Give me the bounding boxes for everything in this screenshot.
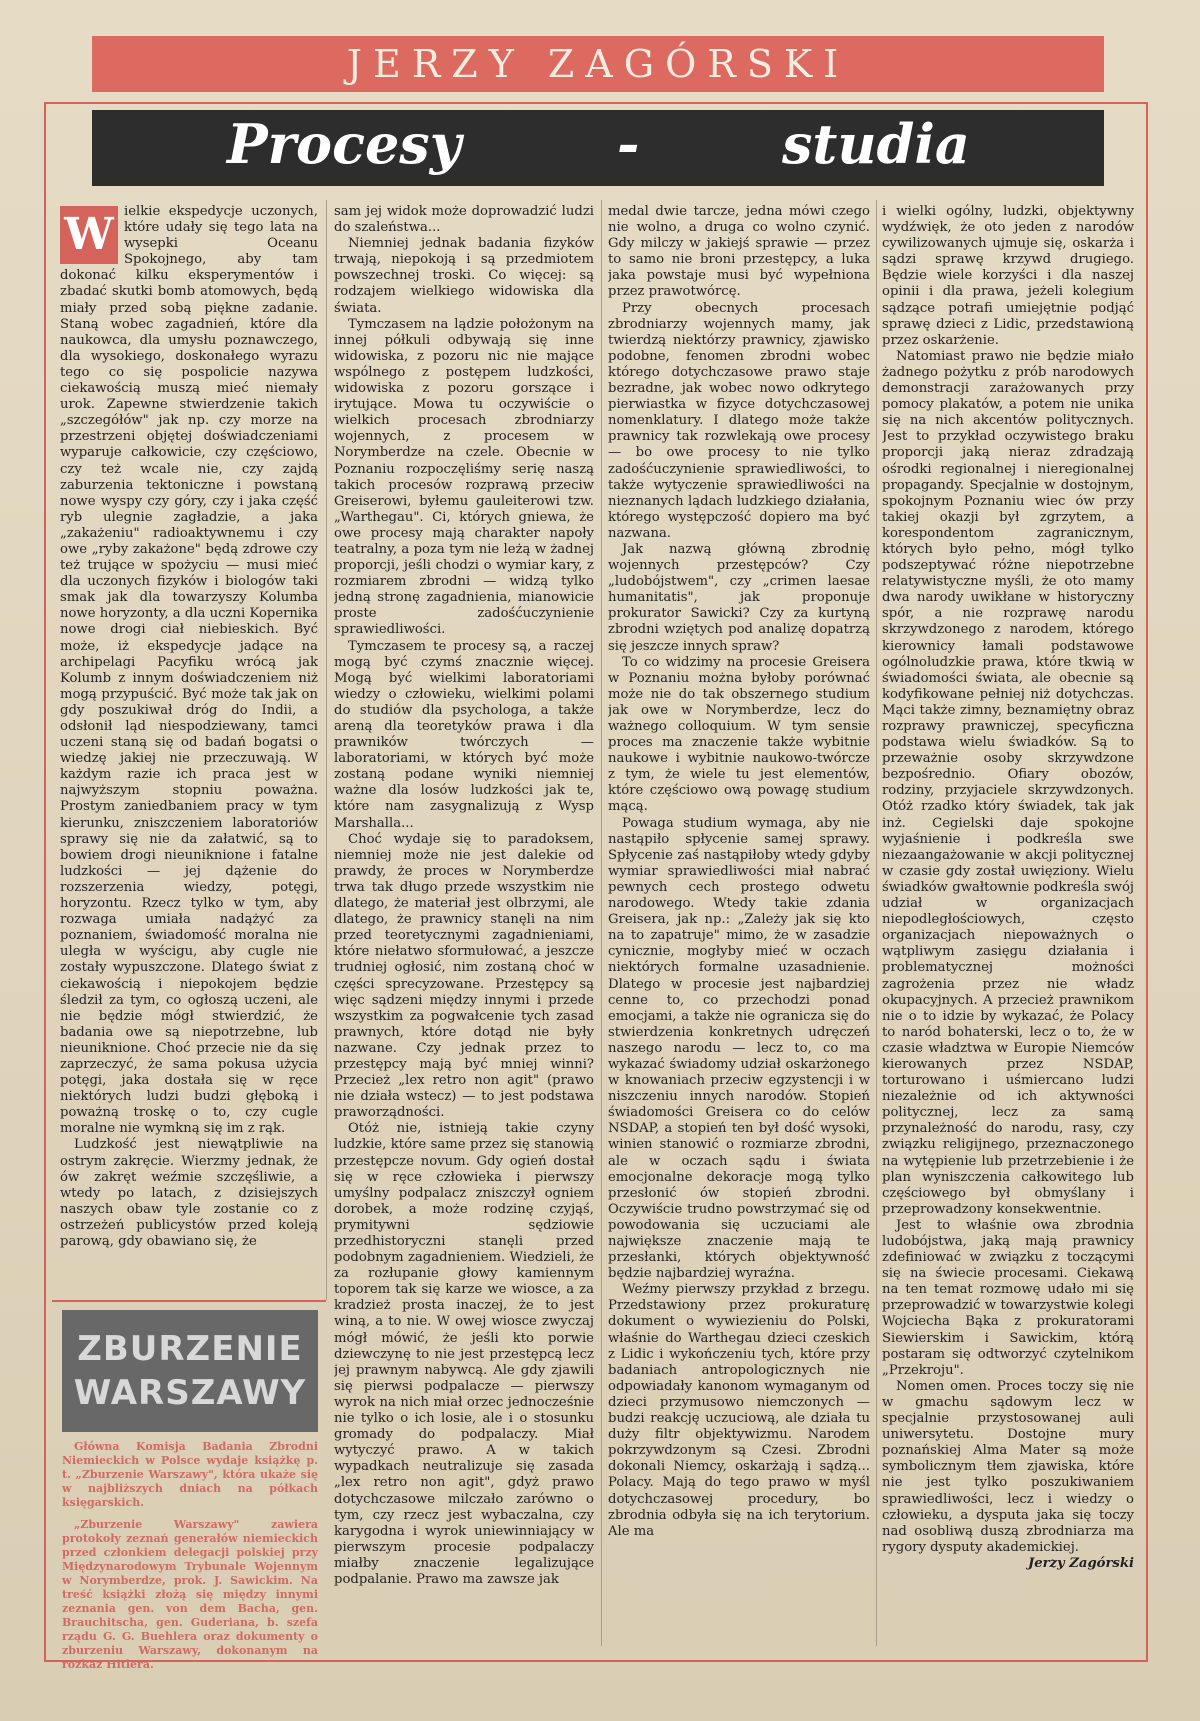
article-column-1 <box>60 204 318 1296</box>
author-signature: Jerzy Zagórski <box>1027 1555 1134 1571</box>
paragraph: Jest to właśnie owa zbrodnia ludobójstwa, jaką mają prawnicy zdefiniować w związku z toczącymi się na świecie procesami. Ciekawą na ten temat rozmowę udało mi się przeprowadzić w towarzystwie kolegi Wojciecha Bąka z prokuratorami Siewierskim i Sawickim, którą postaram się odtworzyć czytelnikom „Przekroju". <box>882 1217 1134 1378</box>
title-word-2: studia <box>782 112 970 176</box>
paragraph: Powaga studium wymaga, aby nie nastąpiło spłycenie samej sprawy. Spłycenie zaś nastąpiłoby wtedy gdyby wymiar sprawiedliwości miał nabrać pewnych cech prostego odwetu narodowego. Wtedy takie zdania Greisera, jak np.: „Zależy jak się kto na to zapatruje" mimo, że w zasadzie cynicznie, mogłyby mieć w oczach niektórych formalne uzasadnienie. Dlatego w procesie jest najbardziej cenne to, co przechodzi ponad emocjami, a także nie ogranicza się do stwierdzenia konkretnych udręczeń naszego narodu — lecz to, co ma wykazać świadomy udział oskarżonego w knowaniach przeciw egzystencji i w niszczeniu innych narodów. Stopień świadomości Greisera co do celów NSDAP, a stopień ten był dość wysoki, winien stanowić o rozmiarze zbrodni, ale w oczach sądu i świata emocjonalne dekoracje mogą tylko przesłonić ów stopień zbrodni. Oczywiście trudno powstrzymać się od powodowania się uczuciami ale największe znaczenie mają te przesłanki, których objektywność będzie najbardziej wyraźna. <box>608 815 870 1282</box>
title-dash: - <box>617 112 640 176</box>
section-divider <box>52 1300 326 1302</box>
paragraph: i wielki ogólny, ludzki, objektywny wydźwięk, że oto jeden z narodów cywilizowanych ujmuje się, oskarża i sądzi sprawę krzywd drugiego. Będzie wiele korzyści i dla naszej opinii i dla prawa, jeżeli kolegium sądzące potrafi umiejętnie podjąć sprawę dzieci z Lidic, przedstawioną przez oskarżenie. <box>882 204 1134 348</box>
book-notice-paragraph: „Zburzenie Warszawy" zawiera protokoły zeznań generałów niemieckich przed członkiem delegacji polskiej przy Międzynarodowym Trybunale Wojennym w Norymberdze, prok. J. Sawickim. Na treść książki złożą się między innymi zeznania gen. von dem Bacha, gen. Brauchitscha, gen. Guderiana, b. szefa rządu G. G. Buehlera oraz dokumenty o zburzeniu Warszawy, dokonanym na rozkaz Hitlera. <box>62 1518 318 1671</box>
column-rule <box>326 200 327 1300</box>
column-rule <box>601 200 602 1646</box>
paragraph-text: ielkie ekspedycje uczonych, które udały się tego lata na wysepki Oceanu Spokojnego, aby tam dokonać kilku eksperymentów i zbadać skutki bomb atomowych, będą miały przed sobą piękne zadanie. Staną wobec zagadnień, które dla naukowca, dla umysłu poznawczego, dla wysokiego, doskonałego wyrazu tego co się pospolicie nazywa ciekawością muszą mieć niemały urok. Zapewne stwierdzenie takich „szczegółów" jak np. czy morze na przestrzeni objętej doświadczeniami wyparuje całkowicie, czy częściowo, czy też wcale nie, czy zajdą zaburzenia tektoniczne i powstaną nowe wyspy czy góry, czy i jaka część ryb ulegnie zagładzie, a jaka „zakażeniu" radioaktywnemu i czy owe „ryby zakażone" będą zdrowe czy też trujące w spożyciu — musi mieć dla uczonych fizyków i biologów taki smak jak dla towarzyszy Kolumba nowe horyzonty, a dla uczni Kopernika nowe drogi ciał niebieskich. Być może, iż ekspedycje jadące na archipelagi Pacyfiku wrócą jak Kolumb z innym doświadczeniem niż mogą przypuścić. Być może tak jak on gdy poszukiwał dróg do Indii, a odsłonił ląd niespodziewany, tamci uczeni staną się od badań bogatsi o wiedzę jakiej nie przeczuwają. W każdym razie ich praca jest w najwyższym stopniu poważna. Prostym zaniedbaniem pracy w tym kierunku, zniszczeniem laboratoriów sprawy się nie da załatwić, są to bowiem drogi nieuniknione i fatalne ludzkości — jej dążenie do rozszerzenia wiedzy, potęgi, horyzontu. Rzecz tylko w tym, aby rozwaga umiała nadążyć za poznaniem, świadomość moralna nie uległa w wyścigu, aby cugle nie zostały wypuszczone. Dlatego świat z ciekawością i niepokojem będzie śledził za tym, co ogłoszą uczeni, ale nie będzie mógł stwierdzić, że badania owe są niepotrzebne, lub nieuniknione. Choć przecie nie da się zaprzeczyć, że sama pokusa użycia potęgi, jaka dostała się w ręce niektórych ludzi budzi głęboką i poważną troskę o to, czy cugle moralne nie wymkną się im z rąk. <box>60 204 318 1137</box>
paragraph: medal dwie tarcze, jedna mówi czego nie wolno, a druga co wolno czynić. Gdy milczy w jakiejś sprawie — przez to samo nie broni przestępcy, a luka jaka powstaje musi być wypełniona przez prawotwórcę. <box>608 204 870 300</box>
paragraph: Tymczasem na lądzie położonym na innej półkuli odbywają się inne widowiska, z pozoru nic nie mające wspólnego z postępem ludzkości, widowiska z pozoru gorszące i irytujące. Mowa tu oczywiście o wielkich procesach zbrodniarzy wojennych, z procesem w Norymberdze na czele. Obecnie w Poznaniu rozpoczęliśmy serię naszą takich procesów rozprawą przeciw Greiserowi, byłemu gauleiterowi tzw. „Warthegau". Ci, których gniewa, że owe procesy mają charakter napoły teatralny, a poza tym nie leżą w żadnej proporcji, jeśli chodzi o wymiar kary, z rozmiarem zbrodni — widzą tylko jedną stronę zagadnienia, mianowicie proste zadośćuczynienie sprawiedliwości. <box>334 316 594 638</box>
paragraph: Natomiast prawo nie będzie miało żadnego pożytku z prób narodowych demonstracji zarażowanych przy pomocy plakatów, a potem nie unika się na nich akcentów politycznych. Jest to przykład oczywistego braku proporcji jaką nieraz zdradzają ośrodki regionalnej i nieregionalnej propagandy. Specjalnie w dostojnym, spokojnym Poznaniu wiec ów przy takiej okazji był zgrzytem, a korespondentom zagranicznym, których było pełno, mógł tylko podszeptywać różne niepotrzebne relatywistyczne myśli, że oto mamy dwa narody uwikłane w historyczny spór, a nie rozprawę narodu skrzywdzonego z narodem, którego kierownicy łamali podstawowe ogólnoludzkie prawa, które tkwią w świadomości świata, ale obecnie są kodyfikowane pełniej niż dotychczas. Mąci także zimny, beznamiętny obraz rozprawy prawniczej, specyficzna podstawa wielu świadków. Są to przeważnie osoby skrzywdzone bezpośrednio. Ofiary obozów, rodziny, przyjaciele skrzywdzonych. Otóż rzadko który świadek, tak jak inż. Cegielski daje spokojne wyjaśnienie i podkreśla swe niezaangażowanie w akcji politycznej w czasie gdy został uwięziony. Wielu świadków gwałtownie podkreśla swój udział w organizacjach niepodległościowych, często organizacjach niepoważnych o wątpliwym zasięgu działania i problematycznej możności zagrożenia przez nie władz okupacyjnych. A przecież prawnikom nie o to idzie by wykazać, że Polacy to naród bohaterski, lecz o to, że w czasie władztwa w Europie Niemców kierowanych przez NSDAP, torturowano i uśmiercano ludzi niezależnie od ich aktywności politycznej, lecz za samą przynależność do narodu, rasy, czy związku religijnego, przeznaczonego na wytępienie lub przetrzebienie i że plan wyniszczenia całkowitego lub częściowego był obmyślany i przeprowadzony konsekwentnie. <box>882 348 1134 1217</box>
column-rule <box>876 200 877 1646</box>
article-column-4 <box>882 204 1134 1644</box>
paragraph: Jak nazwą główną zbrodnię wojennych przestępców? Czy „ludobójstwem", czy „crimen laesae humanitatis", jak proponuje prokurator Sawicki? Czy za kurtyną zbrodni wziętych pod analizę dopatrzą się jeszcze innych spraw? <box>608 541 870 654</box>
paragraph: sam jej widok może doprowadzić ludzi do szaleństwa... <box>334 204 594 236</box>
book-title-line-1: ZBURZENIE <box>77 1329 303 1369</box>
paragraph: Niemniej jednak badania fizyków trwają, niepokoją i są przedmiotem powszechnej troski. Co więcej: są rodzajem wielkiego widowiska dla świata. <box>334 236 594 316</box>
paragraph: Otóż nie, istnieją takie czyny ludzkie, które same przez się stanowią przestępcze novum. Gdy ogień dostał się w ręce człowieka i pierwszy umyślny podpalacz zniszczył ogniem dorobek, a może rodzinę czyjąś, prymitywni sędziowie przedhistoryczni stanęli przed podobnym zagadnieniem. Wiedzieli, że za rozłupanie głowy kamiennym toporem tak się karze we wiosce, a za kradzież prosta inaczej, że to jest winą, a to nie. W owej wiosce zwyczaj mógł mówić, że jeśli kto porwie dziewczynę to nie jest przestępcą lecz jej prawnym nabywcą. Ale gdy zjawili się pierwsi podpalacze — pierwszy wyrok na nich miał orzec jednocześnie nie tylko o ich losie, ale i o stosunku gromady do podpalaczy. Miał wytyczyć prawo. A w takich wypadkach neutralizuje się zasada „lex retro non agit", gdyż prawo dotychczasowe milczało zarówno o tym, czy rzecz jest wybaczalna, czy karygodna i wyrok uniewinniający w pierwszym procesie podpalaczy miałby znaczenie legalizujące podpalanie. Prawo ma zawsze jak <box>334 1121 594 1587</box>
paragraph: Przy obecnych procesach zbrodniarzy wojennych mamy, jak twierdzą niektórzy prawnicy, zjawisko podobne, fenomen zbrodni wobec którego dotychczasowe prawo staje bezradne, jak wobec nowo odkrytego pierwiastka w fizyce dotychczasowej nomenklatury. I dlatego może także prawnicy tak rozwlekają owe procesy — bo owe procesy to nie tylko zadośćuczynienie sprawiedliwości, to także wytyczenie sprawiedliwości na nieznanych lądach ludzkiego działania, którego występczość dopiero ma być nazwana. <box>608 300 870 541</box>
paragraph: Weźmy pierwszy przykład z brzegu. Przedstawiony przez prokuraturę dokument o wywiezieniu do Polski, właśnie do Warthegau dzieci czeskich z Lidic i wykończeniu tych, które przy badaniach antropologicznych nie odpowiadały kanonom wymaganym od dzieci przymusowo niemczonych — budzi reakcję uczuciową, ale działa tu duży filtr objektywizmu. Narodem pokrzywdzonym są Czesi. Zbrodni dokonali Niemcy, oskarżają i sądzą... Polacy. Mają do tego prawo w myśl dotychczasowej procedury, bo zbrodnia odbyła się na ich terytorium. Ale ma <box>608 1282 870 1539</box>
title-banner <box>92 110 1104 186</box>
paragraph: Tymczasem te procesy są, a raczej mogą być czymś znacznie więcej. Mogą być wielkimi laboratoriami wiedzy o człowieku, wielkimi polami do studiów dla psychologa, a także areną dla teoretyków prawa i dla prawników twórczych — laboratoriami, w których być może zostaną podane wyniki niemniej ważne dla losów ludzkości jak te, które nam zasygnalizują z Wysp Marshalla... <box>334 638 594 831</box>
author-banner <box>92 36 1104 92</box>
paragraph <box>60 204 318 1137</box>
paragraph: Nomen omen. Proces toczy się nie w gmachu sądowym lecz w specjalnie przystosowanej auli uniwersytetu. Dostojne mury poznańskiej Alma Mater są może symbolicznym tłem zjawiska, które nie jest tylko poszukiwaniem sprawiedliwości, lecz i wiedzy o człowieku, a dysputa jaka się toczy nad osobliwą duszą zbrodniarza ma rygory dysputy akademickiej. <box>882 1378 1134 1555</box>
book-notice-box <box>62 1310 318 1678</box>
book-notice-paragraph: Główna Komisja Badania Zbrodni Niemieckich w Polsce wydaje książkę p. t. „Zburzenie Warszawy", która ukaże się w najbliższych dniach na półkach księgarskich. <box>62 1440 318 1509</box>
article-column-2 <box>334 204 594 1644</box>
book-title-logo <box>62 1310 318 1432</box>
paragraph: Choć wydaje się to paradoksem, niemniej może nie jest dalekie od prawdy, że proces w Norymberdze trwa tak długo przede wszystkim nie dlatego, że materiał jest olbrzymi, ale dlatego, że prawnicy stanęli na nim przed teoretycznymi zagadnieniami, które niełatwo sformułować, a jeszcze trudniej ogłosić, nim zostaną choć w części sprecyzowane. Przestępcy są więc sądzeni między innymi i przede wszystkim za pogwałcenie tych zasad prawnych, które dotąd nie były nazwane. Czy jednak przez to przestępcy mają być mniej winni? Przecież „lex retro non agit" (prawo nie działa wstecz) — to jest podstawa praworządności. <box>334 831 594 1121</box>
paragraph: To co widzimy na procesie Greisera w Poznaniu można byłoby porównać może nie do tak obszernego studium jak owe w Norymberdze, lecz do ważnego colloquium. W tym sensie proces ma znaczenie także wybitnie naukowe i wybitnie naukowo-twórcze z tym, że wiele tu jest elementów, które częściowo ową powagę studium mącą. <box>608 654 870 815</box>
paragraph: Ludzkość jest niewątpliwie na ostrym zakręcie. Wierzmy jednak, że ów zakręt weźmie szczęśliwie, a wtedy po latach, z dzisiejszych naszych obaw tyle zostanie co z ostrzeżeń publicystów przed koleją parową, gdy obawiano się, że <box>60 1137 318 1249</box>
author-name: JERZY ZAGÓRSKI <box>346 42 850 86</box>
article-column-3 <box>608 204 870 1644</box>
drop-cap: W <box>60 206 118 264</box>
book-title-line-2: WARSZAWY <box>73 1373 307 1413</box>
title-word-1: Procesy <box>227 112 462 176</box>
